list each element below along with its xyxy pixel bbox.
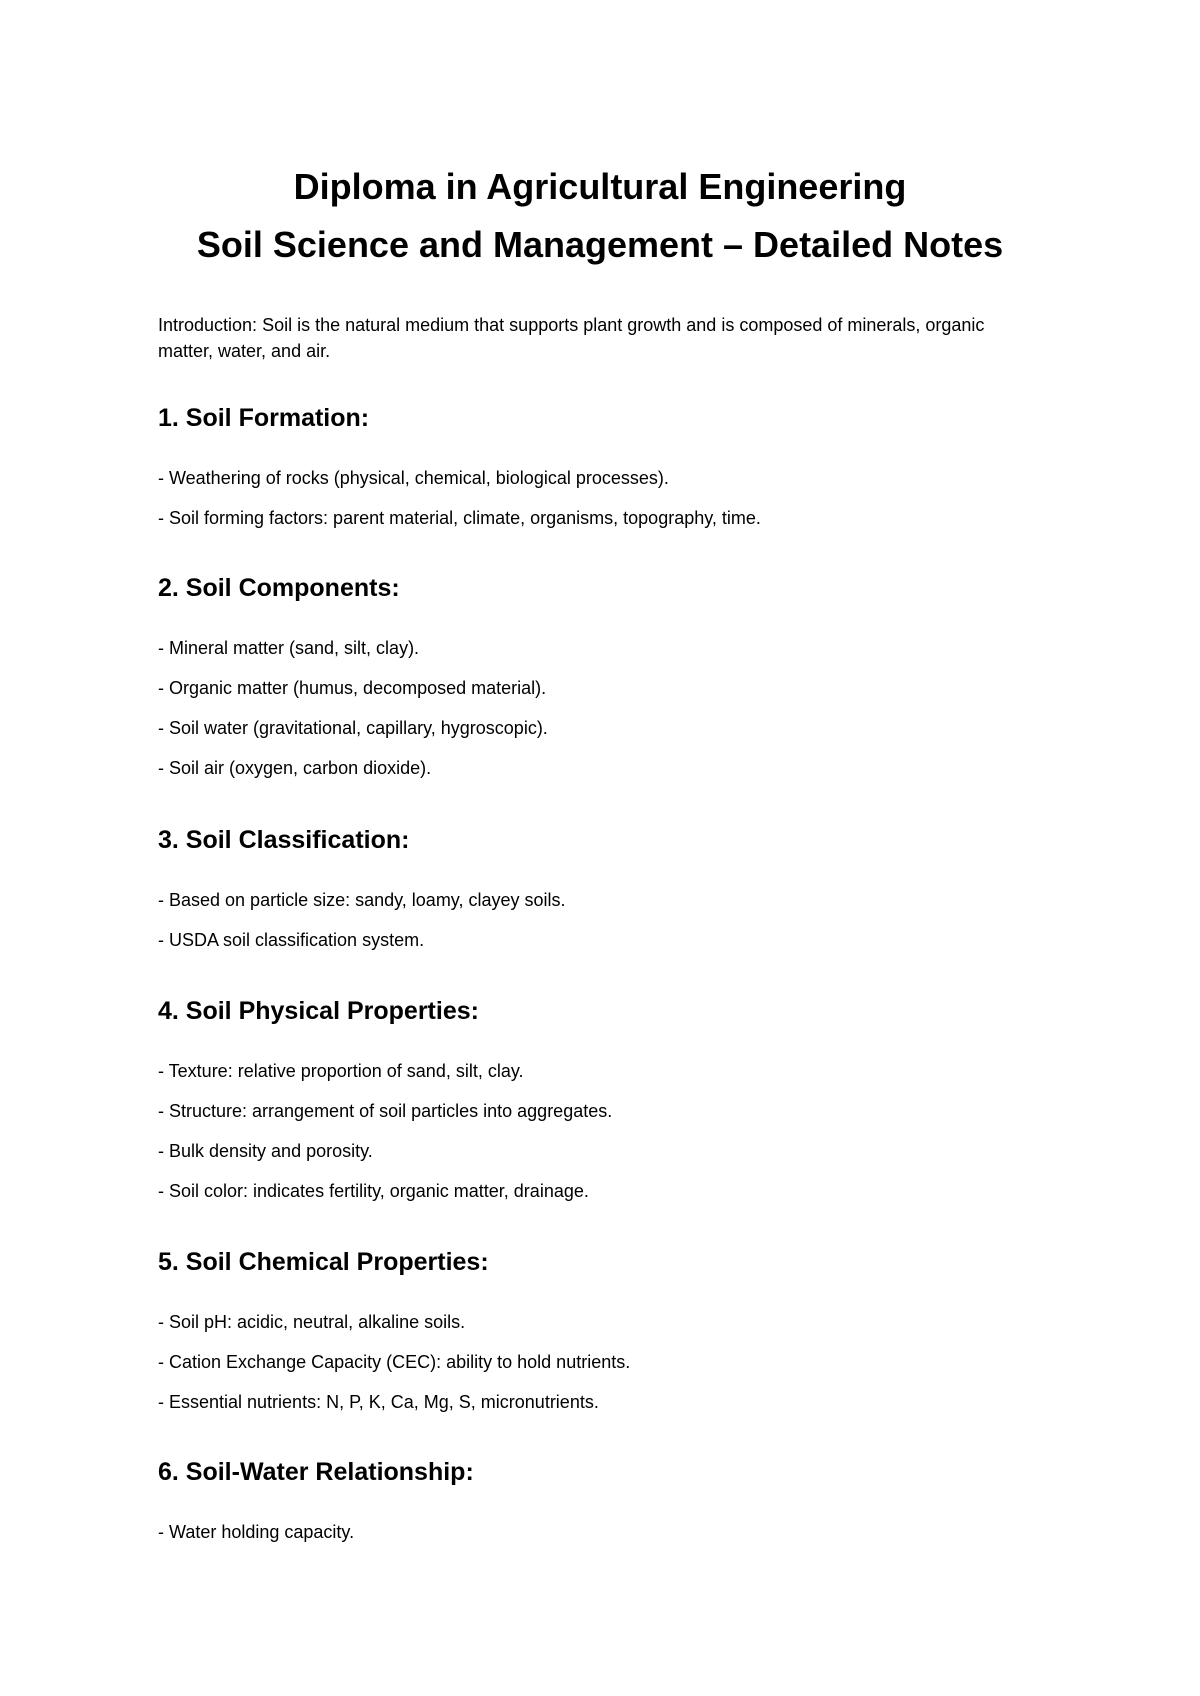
- section-heading: 4. Soil Physical Properties:: [158, 997, 479, 1025]
- section-heading: 3. Soil Classification:: [158, 826, 410, 854]
- section-soil-chemical-properties: [158, 1246, 1058, 1422]
- section-heading: 2. Soil Components:: [158, 574, 400, 602]
- section-soil-components: [158, 572, 1058, 788]
- list-item: - Organic matter (humus, decomposed material).: [158, 678, 547, 698]
- list-item: - Structure: arrangement of soil particles into aggregates.: [158, 1101, 613, 1121]
- list-item: - Soil pH: acidic, neutral, alkaline soils.: [158, 1312, 466, 1332]
- section-soil-water-relationship: [158, 1456, 1058, 1552]
- list-item: - Mineral matter (sand, silt, clay).: [158, 638, 420, 658]
- title-line-2: Soil Science and Management – Detailed Notes: [196, 224, 1004, 265]
- section-list: [158, 628, 1058, 788]
- section-heading: 5. Soil Chemical Properties:: [158, 1248, 489, 1276]
- list-item: - Soil forming factors: parent material, climate, organisms, topography, time.: [158, 508, 761, 528]
- section-soil-classification: [158, 824, 1058, 960]
- list-item: - Based on particle size: sandy, loamy, clayey soils.: [158, 890, 566, 910]
- list-item: - Soil color: indicates fertility, organic matter, drainage.: [158, 1181, 589, 1201]
- section-list: [158, 1512, 1058, 1552]
- title-line-1: Diploma in Agricultural Engineering: [293, 166, 907, 207]
- section-soil-physical-properties: [158, 995, 1058, 1211]
- section-heading: 6. Soil-Water Relationship:: [158, 1458, 474, 1486]
- list-item: - USDA soil classification system.: [158, 930, 425, 950]
- document-title: [0, 158, 1200, 274]
- section-list: [158, 458, 1058, 538]
- section-list: [158, 880, 1058, 960]
- section-list: [158, 1051, 1058, 1211]
- section-list: [158, 1302, 1058, 1422]
- list-item: - Soil air (oxygen, carbon dioxide).: [158, 758, 432, 778]
- list-item: - Water holding capacity.: [158, 1522, 355, 1542]
- list-item: - Cation Exchange Capacity (CEC): ability to hold nutrients.: [158, 1352, 631, 1372]
- list-item: - Weathering of rocks (physical, chemical, biological processes).: [158, 468, 669, 488]
- list-item: - Texture: relative proportion of sand, silt, clay.: [158, 1061, 524, 1081]
- introduction-paragraph: Introduction: Soil is the natural medium that supports plant growth and is composed of minerals, organic matter, water, and air.: [158, 315, 985, 361]
- list-item: - Soil water (gravitational, capillary, hygroscopic).: [158, 718, 548, 738]
- list-item: - Essential nutrients: N, P, K, Ca, Mg, S, micronutrients.: [158, 1392, 599, 1412]
- section-soil-formation: [158, 402, 1058, 538]
- list-item: - Bulk density and porosity.: [158, 1141, 373, 1161]
- section-heading: 1. Soil Formation:: [158, 404, 370, 432]
